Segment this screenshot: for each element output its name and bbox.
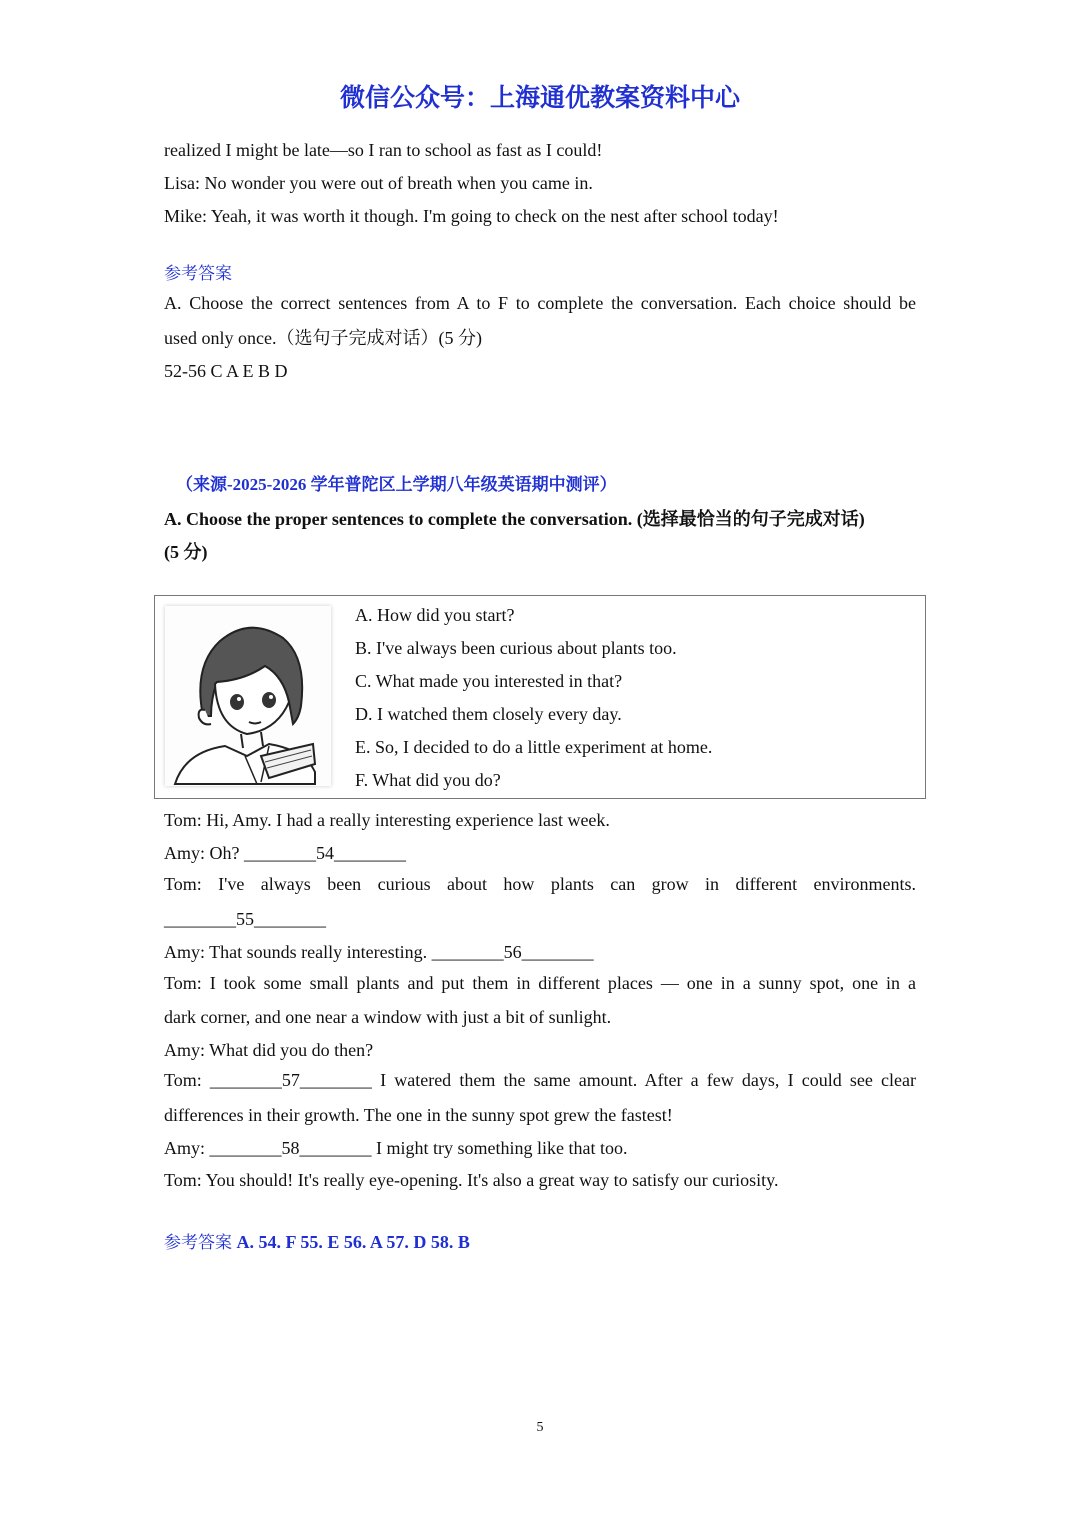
dialogue-line: dark corner, and one near a window with just a bit of sunlight. bbox=[164, 1007, 612, 1027]
instruction-line: A. Choose the correct sentences from A to F to complete the conversation. Each choice should be bbox=[164, 293, 916, 313]
option-a: A. How did you start? bbox=[355, 605, 515, 625]
dialogue-line: Lisa: No wonder you were out of breath when you came in. bbox=[164, 173, 593, 193]
option-f: F. What did you do? bbox=[355, 770, 501, 790]
answer-key-final bbox=[164, 1228, 470, 1253]
dialogue-line: differences in their growth. The one in the sunny spot grew the fastest! bbox=[164, 1105, 673, 1125]
option-b: B. I've always been curious about plants too. bbox=[355, 638, 677, 658]
instruction-line: used only once.（选句子完成对话）(5 分) bbox=[164, 328, 482, 348]
dialogue-line: Tom: I've always been curious about how plants can grow in different environments. bbox=[164, 874, 916, 894]
dialogue-line: ________55________ bbox=[164, 909, 326, 929]
answer-label: 参考答案 bbox=[164, 1233, 232, 1253]
page-header-title: 微信公众号：上海通优教案资料中心 bbox=[339, 83, 740, 112]
girl-reading-illustration bbox=[165, 606, 331, 786]
source-note: （来源-2025-2026 学年普陀区上学期八年级英语期中测评） bbox=[176, 475, 617, 494]
dialogue-line: Amy: Oh? ________54________ bbox=[164, 843, 406, 863]
dialogue-line: Amy: That sounds really interesting. ________56________ bbox=[164, 942, 594, 962]
answer-heading: 参考答案 bbox=[164, 264, 232, 284]
dialogue-line: Tom: I took some small plants and put them in different places — one in a sunny spot, one in a bbox=[164, 973, 916, 993]
answer-values: A. 54. F 55. E 56. A 57. D 58. B bbox=[236, 1232, 470, 1252]
dialogue-line: Amy: What did you do then? bbox=[164, 1040, 374, 1060]
task-title: A. Choose the proper sentences to complete the conversation. (选择最恰当的句子完成对话) bbox=[164, 509, 865, 529]
options-box bbox=[154, 595, 926, 799]
dialogue-line: realized I might be late—so I ran to school as fast as I could! bbox=[164, 140, 603, 160]
dialogue-line: Mike: Yeah, it was worth it though. I'm going to check on the nest after school today! bbox=[164, 206, 779, 226]
option-e: E. So, I decided to do a little experiment at home. bbox=[355, 737, 713, 757]
page-number: 5 bbox=[536, 1420, 544, 1435]
option-c: C. What made you interested in that? bbox=[355, 671, 623, 691]
dialogue-line: Amy: ________58________ I might try something like that too. bbox=[164, 1138, 628, 1158]
answer-key: 52-56 C A E B D bbox=[164, 361, 288, 381]
dialogue-line: Tom: ________57________ I watered them the same amount. After a few days, I could see clear bbox=[164, 1070, 916, 1090]
dialogue-line: Tom: You should! It's really eye-opening. It's also a great way to satisfy our curiosity. bbox=[164, 1170, 779, 1190]
task-score: (5 分) bbox=[164, 542, 208, 562]
option-d: D. I watched them closely every day. bbox=[355, 704, 622, 724]
dialogue-line: Tom: Hi, Amy. I had a really interesting experience last week. bbox=[164, 810, 610, 830]
